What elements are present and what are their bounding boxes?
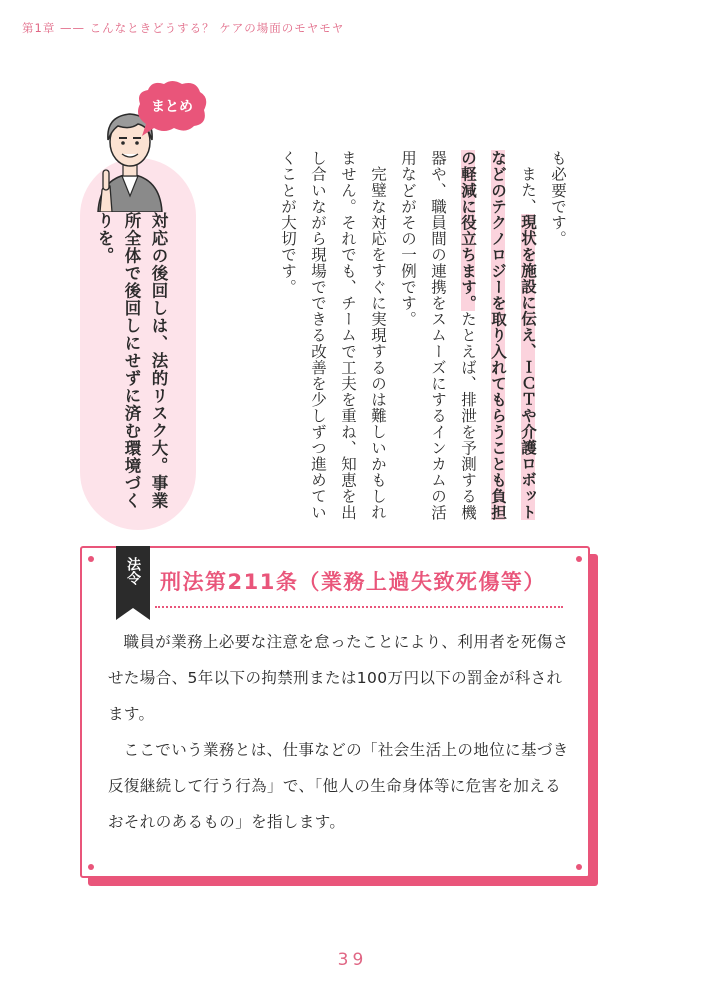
dotted-divider (155, 606, 563, 608)
corner-dot (88, 864, 94, 870)
body-paragraph: も必要です。 (549, 150, 567, 247)
law-title: 刑法第211条（業務上過失致死傷等） (160, 570, 546, 594)
law-paragraph: ここでいう業務とは、仕事などの「社会生活上の地位に基づき反復継続して行う行為」で、「他人の生命身体等に危害を加えるおそれのあるもの」を指します。 (108, 741, 569, 831)
corner-dot (88, 556, 94, 562)
summary-badge-label: まとめ (151, 99, 193, 115)
corner-dot (576, 556, 582, 562)
page-number: 39 (337, 950, 368, 970)
body-text-plain: また、 (519, 165, 537, 214)
running-header: 第1章 —— こんなときどうする？ ケアの場面のモヤモヤ (22, 21, 345, 35)
highlighted-text: 現状を施設に伝え、ＩＣＴや介護ロボットなどのテクノロジーを取り入れてもらうことも負担の軽減に役立ちます。 (459, 150, 537, 521)
summary-text: 対応の後回しは、法的リスク大。事業所全体で後回しにせずに済む環境づくりを。 (95, 212, 168, 510)
law-tag (116, 546, 150, 620)
body-paragraph: 完璧な対応をすぐに実現するのは難しいかもしれません。それでも、チームで工夫を重ね、知恵を出し合いながら現場でできる改善を少しずつ進めていくことが大切です。 (279, 150, 387, 521)
law-tag-label: 法令 (125, 557, 141, 585)
law-body (108, 624, 574, 840)
corner-dot (576, 864, 582, 870)
body-text-plain: たとえば、排泄を予測する機器や、職員間の連携をスムーズにするインカムの活用などがその一例です。 (399, 150, 477, 521)
body-paragraph (393, 150, 543, 530)
body-text (273, 150, 573, 530)
summary-badge-bubble (134, 80, 210, 138)
law-paragraph: 職員が業務上必要な注意を怠ったことにより、利用者を死傷させた場合、5年以下の拘禁刑または100万円以下の罰金が科されます。 (108, 633, 569, 723)
